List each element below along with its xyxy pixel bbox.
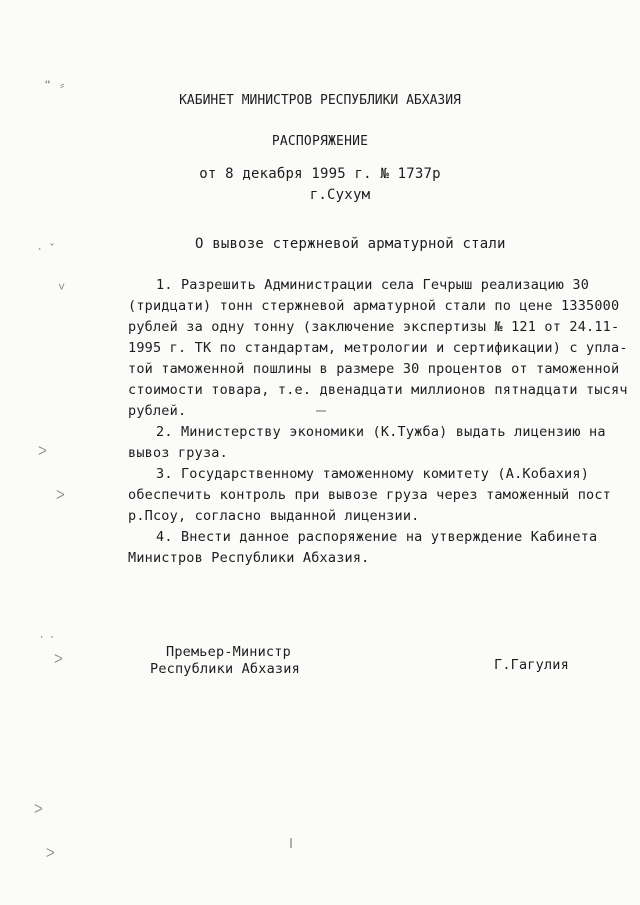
scan-mark bbox=[290, 838, 292, 848]
signatory-title: Премьер-Министр bbox=[166, 644, 291, 660]
signatory-name: Г.Гагулия bbox=[494, 657, 569, 673]
body-line: обеспечить контроль при вывозе груза через таможенный пост bbox=[128, 487, 612, 503]
body-line: рублей. bbox=[128, 403, 187, 419]
body-line: 1995 г. ТК по стандартам, метрологии и сертификации) с упла- bbox=[128, 340, 628, 356]
body-line: 4. Внести данное распоряжение на утверждение Кабинета bbox=[156, 529, 598, 545]
city: г.Сухум bbox=[309, 187, 371, 203]
scan-speck: ᐳ bbox=[56, 488, 65, 502]
body-line: 1. Разрешить Администрации села Гечрыш реализацию 30 bbox=[156, 277, 590, 293]
scan-speck: ᐳ bbox=[46, 846, 55, 860]
document-subject: О вывозе стержневой арматурной стали bbox=[195, 236, 506, 252]
scan-speck: ⸱ ˇ bbox=[38, 242, 56, 256]
body-line: той таможенной пошлины в размере 30 процентов от таможенной bbox=[128, 361, 620, 377]
body-line: (тридцати) тонн стержневой арматурной стали по цене 1335000 bbox=[128, 298, 620, 314]
signatory-title-2: Республики Абхазия bbox=[150, 661, 300, 677]
body-line: р.Псоу, согласно выданной лицензии. bbox=[128, 508, 420, 524]
document-type: РАСПОРЯЖЕНИЕ bbox=[271, 134, 369, 149]
body-line: 2. Министерству экономики (К.Тужба) выдать лицензию на bbox=[156, 424, 606, 440]
body-line: Министров Республики Абхазия. bbox=[128, 550, 370, 566]
scan-speck: ᐳ bbox=[54, 652, 63, 666]
date-and-number: от 8 декабря 1995 г. № 1737р bbox=[199, 166, 441, 182]
body-line: стоимости товара, т.е. двенадцати миллионов пятнадцати тысяч bbox=[128, 382, 628, 398]
organization-title: КАБИНЕТ МИНИСТРОВ РЕСПУБЛИКИ АБХАЗИЯ bbox=[179, 93, 461, 108]
scan-speck: ˅ bbox=[58, 280, 66, 294]
scan-speck: ❝ ⸗ bbox=[44, 78, 66, 92]
scan-mark bbox=[316, 410, 326, 412]
body-line: вывоз груза. bbox=[128, 445, 228, 461]
scan-speck: ᐳ bbox=[34, 802, 43, 816]
body-line: 3. Государственному таможенному комитету (А.Кобахия) bbox=[156, 466, 590, 482]
scan-speck: ⸱ ⸱ bbox=[40, 630, 54, 644]
scan-speck: ᐳ bbox=[38, 444, 47, 458]
body-line: рублей за одну тонну (заключение экспертизы № 121 от 24.11- bbox=[128, 319, 620, 335]
